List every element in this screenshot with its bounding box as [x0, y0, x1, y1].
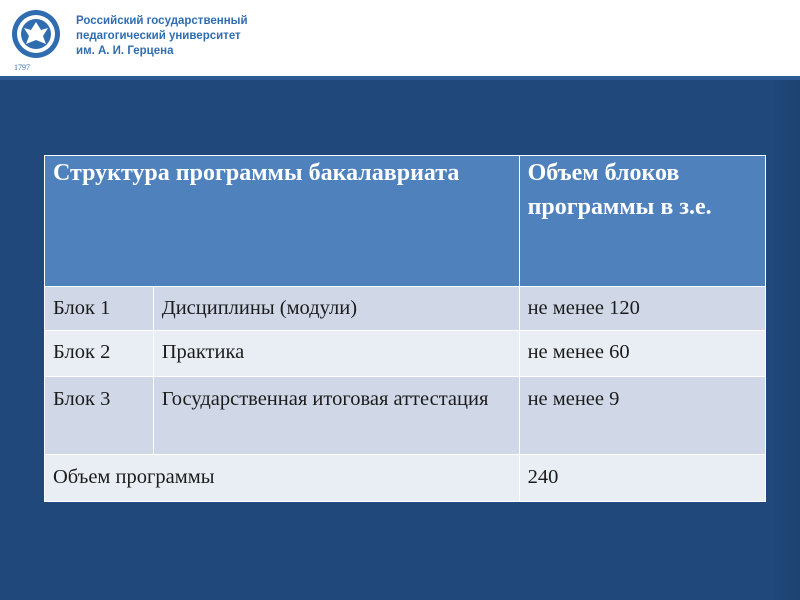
logo-year: 1797: [14, 63, 30, 72]
block-volume-cell: не менее 60: [519, 331, 765, 377]
block-volume-cell: не менее 9: [519, 377, 765, 455]
table-header-row: [45, 156, 766, 287]
block-name-cell: Практика: [153, 331, 519, 377]
block-cell: Блок 2: [45, 331, 154, 377]
table-row: [45, 377, 766, 455]
block-cell: Блок 1: [45, 287, 154, 331]
program-structure-table: [44, 155, 766, 502]
university-line-1: Российский государственный: [76, 15, 248, 27]
university-line-3: им. А. И. Герцена: [76, 45, 174, 57]
block-volume-cell: не менее 120: [519, 287, 765, 331]
table-total-row: [45, 455, 766, 502]
header-bar: [0, 0, 800, 76]
university-logo-icon: [8, 6, 68, 74]
block-cell: Блок 3: [45, 377, 154, 455]
total-value-cell: 240: [519, 455, 765, 502]
col-header-structure: Структура программы бакалавриата: [45, 156, 520, 287]
slide-edge-shade: [770, 80, 800, 600]
university-name: [76, 14, 248, 59]
block-name-cell: Государственная итоговая аттестация: [153, 377, 519, 455]
col-header-volume: Объем блоков программы в з.е.: [519, 156, 765, 287]
block-name-cell: Дисциплины (модули): [153, 287, 519, 331]
total-label-cell: Объем программы: [45, 455, 520, 502]
table-row: [45, 331, 766, 377]
table-row: [45, 287, 766, 331]
university-line-2: педагогический университет: [76, 30, 241, 42]
